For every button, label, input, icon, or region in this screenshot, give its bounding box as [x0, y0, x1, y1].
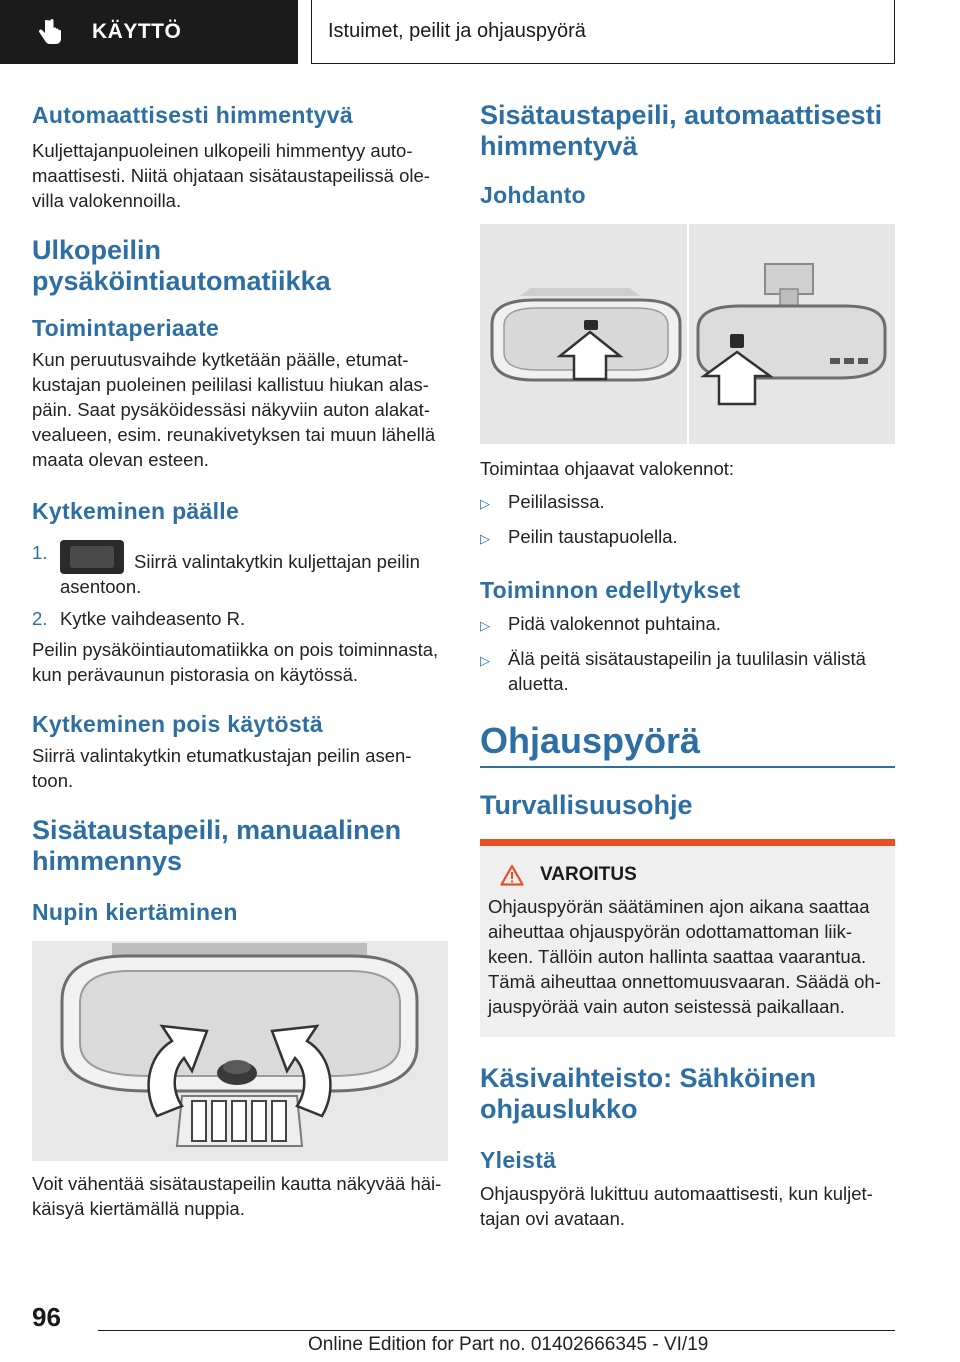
right-column [480, 100, 895, 1231]
switch-on-heading: Kytkeminen päälle [32, 498, 240, 524]
page-footer [0, 1300, 960, 1362]
step-number: 2. [32, 608, 48, 629]
auto-dim-heading: Automaattisesti himmentyvä [32, 102, 353, 128]
list-item [480, 646, 895, 696]
manual-dim-heading: Sisätaustapeili, manuaalinen himmennys [32, 815, 402, 876]
mirror-sensors-drawing [480, 224, 895, 444]
switch-off-text: Siirrä valintakytkin etumatkustajan peilin asen- toon. [32, 745, 412, 791]
auto-dim-text: Kuljettajanpuoleinen ulkopeili himmentyy auto- maattisesti. Niitä ohjataan sisätaustapeilissä ole- villa valokennoilla. [32, 140, 430, 211]
auto-mirror-heading: Sisätaustapeili, automaattisesti himmentyvä [480, 100, 883, 161]
footer-rule [98, 1330, 895, 1331]
warning-label: VAROITUS [540, 864, 637, 885]
edition-text: Online Edition for Part no. 01402666345 - VI/19 [308, 1334, 709, 1355]
list-text: Peililasissa. [508, 491, 605, 512]
list-text: Pidä valokennot puhtaina. [508, 613, 721, 634]
section-label: KÄYTTÖ [92, 20, 182, 43]
list-item [32, 540, 448, 599]
left-column [32, 100, 448, 1221]
page-header [0, 0, 960, 66]
selector-switch-icon [60, 540, 124, 574]
breadcrumb: Istuimet, peilit ja ohjauspyörä [311, 0, 895, 64]
switch-off-heading: Kytkeminen pois käytöstä [32, 711, 323, 737]
mirror-knob-illustration [32, 941, 448, 1161]
step-number: 1. [32, 542, 48, 563]
warning-box [480, 839, 895, 1037]
mirror-sensors-illustration [480, 224, 895, 444]
warning-title [500, 864, 887, 886]
principle-heading: Toimintaperiaate [32, 315, 220, 341]
knob-caption: Voit vähentää sisätaustapeilin kautta näkyvää häi- käisyä kiertämällä nuppia. [32, 1173, 442, 1219]
step-text: Kytke vaihdeasento R. [60, 608, 246, 629]
warning-triangle-icon [500, 864, 524, 886]
list-item [32, 606, 448, 631]
list-item [480, 489, 895, 516]
step-text: Siirrä valintakytkin kuljettajan peilin asentoon. [60, 551, 420, 597]
triangle-bullet-icon: ▷ [480, 653, 490, 668]
general-text: Ohjauspyörä lukittuu automaattisesti, kun kuljet- tajan ovi avataan. [480, 1183, 873, 1229]
safety-heading: Turvallisuusohje [480, 790, 693, 820]
steering-lock-heading: Käsivaihteisto: Sähköinen ohjauslukko [480, 1063, 817, 1124]
mirror-knob-drawing [32, 941, 448, 1161]
list-item [480, 524, 895, 551]
triangle-bullet-icon: ▷ [480, 531, 490, 546]
section-tab[interactable] [0, 0, 298, 64]
general-heading: Yleistä [480, 1147, 557, 1173]
intro-heading: Johdanto [480, 182, 586, 208]
triangle-bullet-icon: ▷ [480, 496, 490, 511]
page-number: 96 [32, 1302, 61, 1332]
list-text: Peilin taustapuolella. [508, 526, 678, 547]
requirements-heading: Toiminnon edellytykset [480, 577, 741, 603]
heading-rule [480, 766, 895, 768]
switch-on-note: Peilin pysäköintiautomatiikka on pois toiminnasta, kun perävaunun pistorasia on käytössä. [32, 639, 439, 685]
list-text: Älä peitä sisätaustapeilin ja tuulilasin välistä aluetta. [508, 648, 866, 694]
triangle-bullet-icon: ▷ [480, 618, 490, 633]
parking-heading: Ulkopeilin pysäköintiautomatiikka [32, 235, 331, 296]
steering-heading: Ohjauspyörä [480, 720, 701, 761]
knob-heading: Nupin kiertäminen [32, 899, 238, 925]
warning-content [480, 846, 895, 1037]
warning-text: Ohjauspyörän säätäminen ajon aikana saattaa aiheuttaa ohjauspyörän odottamattoman liik- keen. Tällöin auton hallinta saattaa vaarantua. Tämä aiheuttaa onnettomuusvaaran. Säädä oh- jauspyörää vain auton seistessä paikallaan. [488, 896, 881, 1017]
sensors-label: Toimintaa ohjaavat valokennot: [480, 458, 735, 479]
warning-bar [480, 839, 895, 846]
hand-pointer-icon [36, 17, 66, 47]
list-item [480, 611, 895, 638]
principle-text: Kun peruutusvaihde kytketään päälle, etumat- kustajan puoleinen peililasi kallistuu hiukan alas- päin. Saat pysäköidessäsi näkyviin auton alakat- vealueen, esim. reunakivetyksen tai muun lähellä maata olevan esteen. [32, 349, 436, 470]
